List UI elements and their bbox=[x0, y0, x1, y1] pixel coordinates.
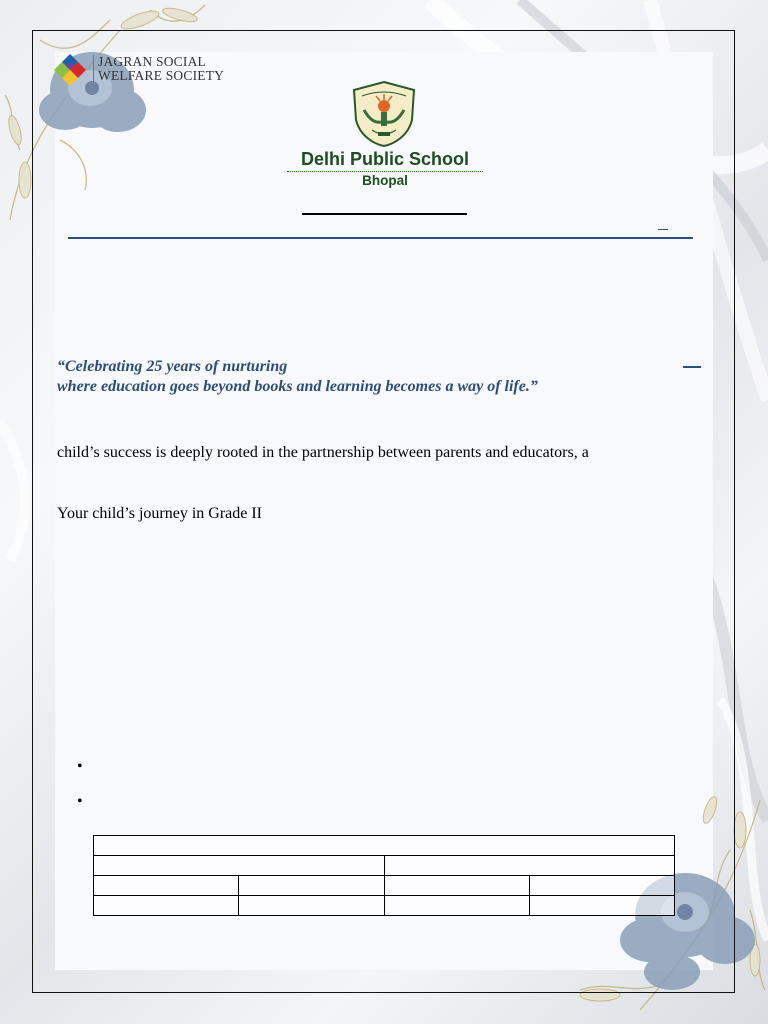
table-cell bbox=[529, 876, 674, 896]
table-cell bbox=[94, 836, 675, 856]
header-divider bbox=[68, 237, 693, 239]
title-underline bbox=[302, 213, 467, 215]
info-table bbox=[93, 835, 675, 916]
table-cell bbox=[239, 896, 384, 916]
table-cell bbox=[384, 896, 529, 916]
school-crest-icon bbox=[348, 80, 420, 148]
table-cell bbox=[384, 876, 529, 896]
school-name: Delhi Public School bbox=[287, 149, 483, 172]
quote-dash bbox=[683, 366, 701, 368]
table-cell bbox=[529, 896, 674, 916]
paragraph-journey: Your child’s journey in Grade II bbox=[57, 505, 263, 522]
table-cell bbox=[94, 876, 239, 896]
table-cell bbox=[94, 896, 239, 916]
divider-dash bbox=[658, 229, 668, 230]
table-row bbox=[94, 876, 675, 896]
table-cell bbox=[94, 856, 385, 876]
table-cell bbox=[239, 876, 384, 896]
jagran-logo-icon bbox=[52, 52, 92, 90]
table-row bbox=[94, 836, 675, 856]
quote-line-2: where education goes beyond books and learning becomes a way of life.” bbox=[57, 378, 538, 395]
table-cell bbox=[384, 856, 675, 876]
table-row bbox=[94, 856, 675, 876]
org-name-line-2: WELFARE SOCIETY bbox=[98, 68, 225, 83]
table-row bbox=[94, 896, 675, 916]
quote-line-1: “Celebrating 25 years of nurturing bbox=[57, 358, 288, 375]
org-name bbox=[93, 55, 224, 83]
bullet-point: • bbox=[77, 758, 83, 775]
paragraph-partnership: child’s success is deeply rooted in the partnership between parents and educators, a bbox=[57, 444, 589, 461]
school-city: Bhopal bbox=[362, 173, 408, 188]
bullet-point: • bbox=[77, 793, 83, 810]
org-name-line-1: JAGRAN SOCIAL bbox=[98, 54, 206, 69]
anniversary-quote bbox=[57, 357, 677, 397]
